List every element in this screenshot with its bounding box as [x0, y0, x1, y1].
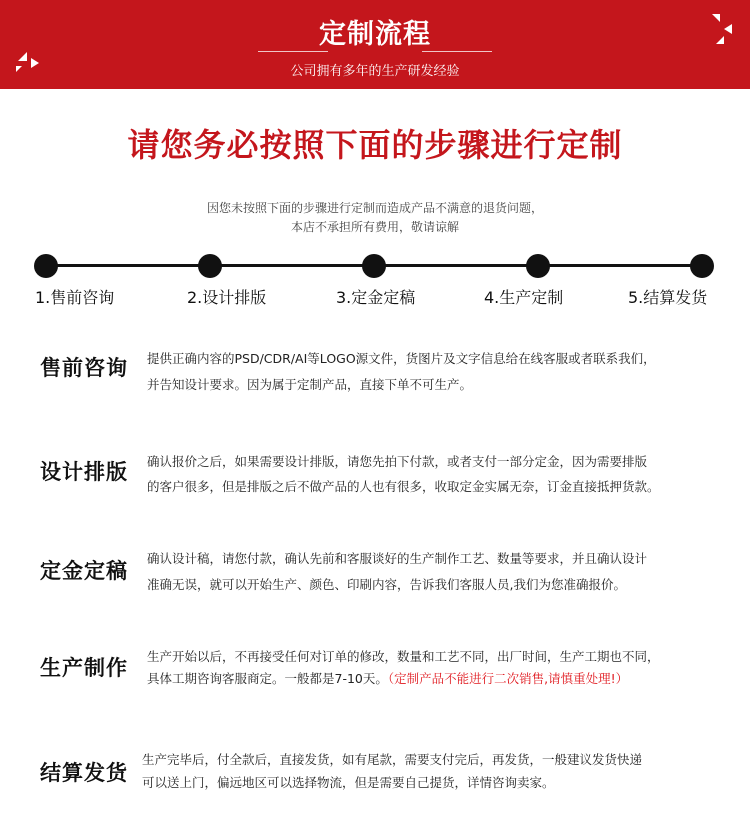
deco-triangle-icon — [31, 58, 39, 68]
timeline-dot — [526, 254, 550, 278]
title-rule-left — [258, 51, 328, 52]
timeline-dot — [198, 254, 222, 278]
deco-triangle-icon — [724, 24, 732, 34]
notice-line-2: 本店不承担所有费用，敬请谅解 — [290, 220, 459, 234]
step-label: 2.设计排版 — [187, 288, 267, 307]
step-label: 3.定金定稿 — [336, 288, 416, 307]
timeline-dot — [690, 254, 714, 278]
deco-triangle-icon — [16, 66, 22, 72]
section-text: 的客户很多，但是排版之后不做产品的人也有很多，收取定金实属无奈，订金直接抵押货款。 — [147, 479, 660, 494]
section-text: 可以送上门，偏远地区可以选择物流，但是需要自己提货，详情咨询卖家。 — [142, 775, 555, 790]
step-label: 4.生产定制 — [484, 288, 564, 307]
step-label: 1.售前咨询 — [35, 288, 115, 307]
section-text: 生产完毕后，付全款后，直接发货，如有尾款，需要支付完后，再发货，一般建议发货快递 — [142, 752, 643, 767]
section-text: 生产开始以后，不再接受任何对订单的修改，数量和工艺不同，出厂时间，生产工期也不同， — [147, 649, 660, 664]
deco-triangle-icon — [18, 52, 27, 61]
notice-line-1: 因您未按照下面的步骤进行定制而造成产品不满意的退货问题， — [206, 201, 543, 215]
title-rule-right — [422, 51, 492, 52]
section-title: 售前咨询 — [40, 356, 128, 380]
banner-subtitle: 公司拥有多年的生产研发经验 — [290, 64, 460, 79]
section-title: 结算发货 — [40, 761, 128, 785]
header-banner — [0, 0, 750, 89]
section-text: 并告知设计要求。因为属于定制产品，直接下单不可生产。 — [147, 377, 473, 392]
step-label: 5.结算发货 — [628, 288, 708, 307]
timeline-dot — [362, 254, 386, 278]
section-title: 生产制作 — [40, 656, 128, 680]
warning-text: （定制产品不能进行二次销售,请慎重处理!） — [387, 671, 629, 686]
section-text: 确认报价之后，如果需要设计排版，请您先拍下付款，或者支付一部分定金，因为需要排版 — [147, 454, 648, 469]
deco-triangle-icon — [712, 14, 720, 22]
section-text: 确认设计稿，请您付款，确认先前和客服谈好的生产制作工艺、数量等要求，并且确认设计 — [147, 551, 648, 566]
timeline-dot — [34, 254, 58, 278]
section-text: 准确无误，就可以开始生产、颜色、印刷内容，告诉我们客服人员,我们为您准确报价。 — [147, 577, 626, 592]
section-text — [147, 669, 628, 687]
section-text: 提供正确内容的PSD/CDR/AI等LOGO源文件，货图片及文字信息给在线客服或者联系我们， — [147, 351, 656, 366]
section-title: 定金定稿 — [40, 559, 128, 583]
main-headline: 请您务必按照下面的步骤进行定制 — [127, 126, 623, 164]
banner-title: 定制流程 — [319, 19, 431, 50]
deco-triangle-icon — [716, 36, 724, 44]
section-text-main: 具体工期咨询客服商定。一般都是7-10天。 — [147, 671, 388, 686]
section-title: 设计排版 — [40, 460, 128, 484]
